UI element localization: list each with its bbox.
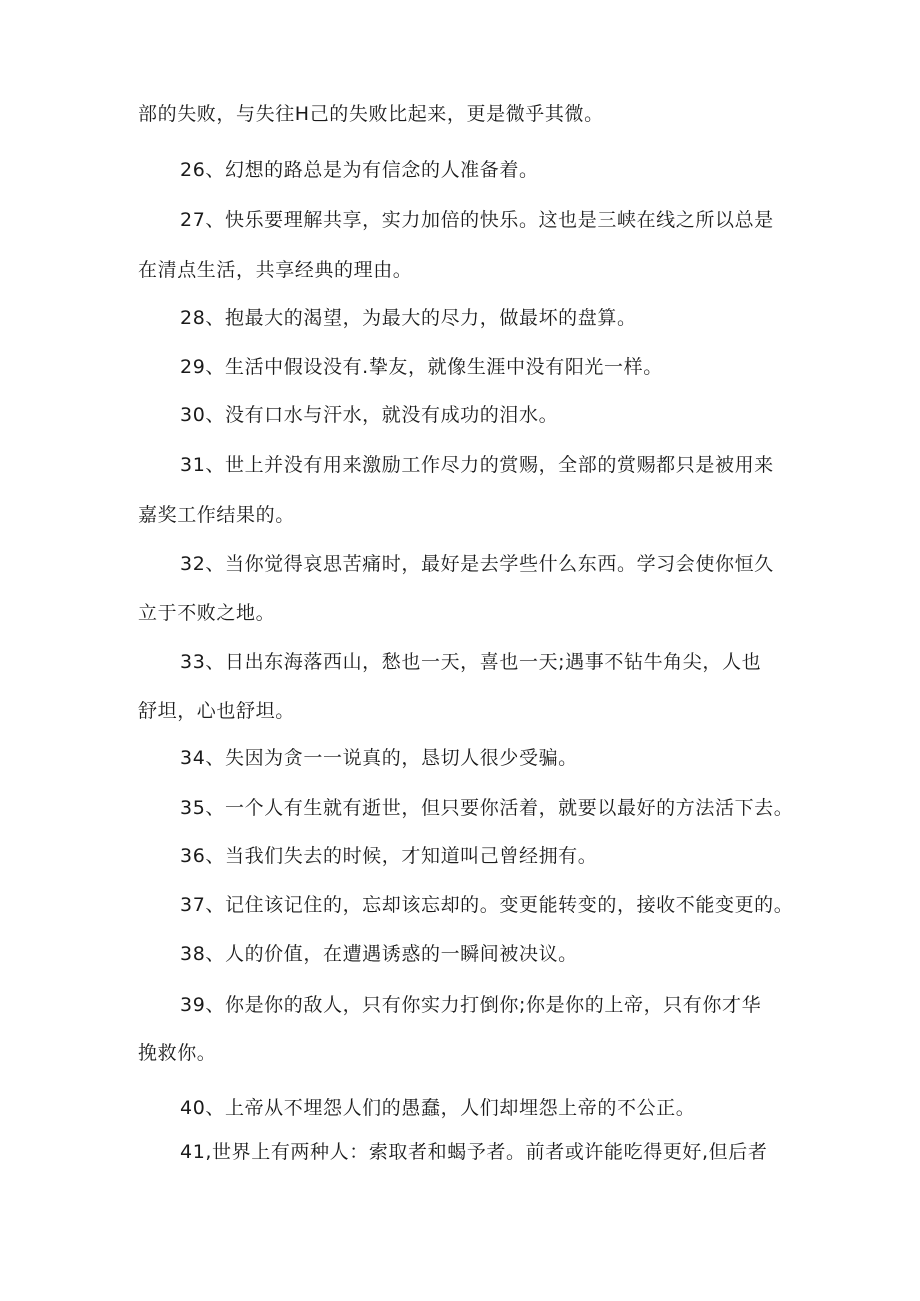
text-line-2: 26、幻想的路总是为有信念的人准备着。 — [180, 159, 539, 181]
text-line-12: 33、日出东海落西山，愁也一天，喜也一天;遇事不钻牛角尖，人也 — [180, 651, 762, 673]
text-line-9: 嘉奖工作结果的。 — [138, 504, 295, 526]
text-line-22: 41,世界上有两种人：索取者和蝎予者。前者或许能吃得更好,但后者 — [180, 1141, 768, 1163]
text-line-1: 部的失败，与失往H己的失败比起来，更是微乎其微。 — [138, 103, 604, 125]
text-line-13: 舒坦，心也舒坦。 — [138, 700, 295, 722]
text-line-3: 27、快乐要理解共享，实力加倍的快乐。这也是三峡在线之所以总是 — [180, 209, 774, 231]
text-line-18: 38、人的价值，在遭遇诱惑的一瞬间被决议。 — [180, 943, 578, 965]
text-line-20: 挽救你。 — [138, 1042, 217, 1064]
text-line-7: 30、没有口水与汗水，就没有成功的泪水。 — [180, 404, 559, 426]
text-line-4: 在清点生活，共享经典的理由。 — [138, 259, 413, 281]
text-line-6: 29、生活中假设没有.挚友，就像生涯中没有阳光一样。 — [180, 356, 663, 378]
text-line-16: 36、当我们失去的时候，才知道叫己曾经拥有。 — [180, 845, 598, 867]
text-line-5: 28、抱最大的渴望，为最大的尽力，做最坏的盘算。 — [180, 307, 637, 329]
text-line-21: 40、上帝从不埋怨人们的愚蠢，人们却埋怨上帝的不公正。 — [180, 1097, 696, 1119]
text-line-10: 32、当你觉得哀思苦痛时，最好是去学些什么东西。学习会使你恒久 — [180, 553, 774, 575]
text-line-15: 35、一个人有生就有逝世，但只要你活着，就要以最好的方法活下去。 — [180, 797, 794, 819]
text-line-14: 34、失因为贪一一说真的，恳切人很少受骗。 — [180, 747, 578, 769]
text-line-8: 31、世上并没有用来激励工作尽力的赏赐，全部的赏赐都只是被用来 — [180, 454, 774, 476]
text-line-17: 37、记住该记住的，忘却该忘却的。变更能转变的，接收不能变更的。 — [180, 894, 794, 916]
text-line-19: 39、你是你的敌人，只有你实力打倒你;你是你的上帝，只有你才华 — [180, 994, 762, 1016]
text-line-11: 立于不败之地。 — [138, 602, 276, 624]
